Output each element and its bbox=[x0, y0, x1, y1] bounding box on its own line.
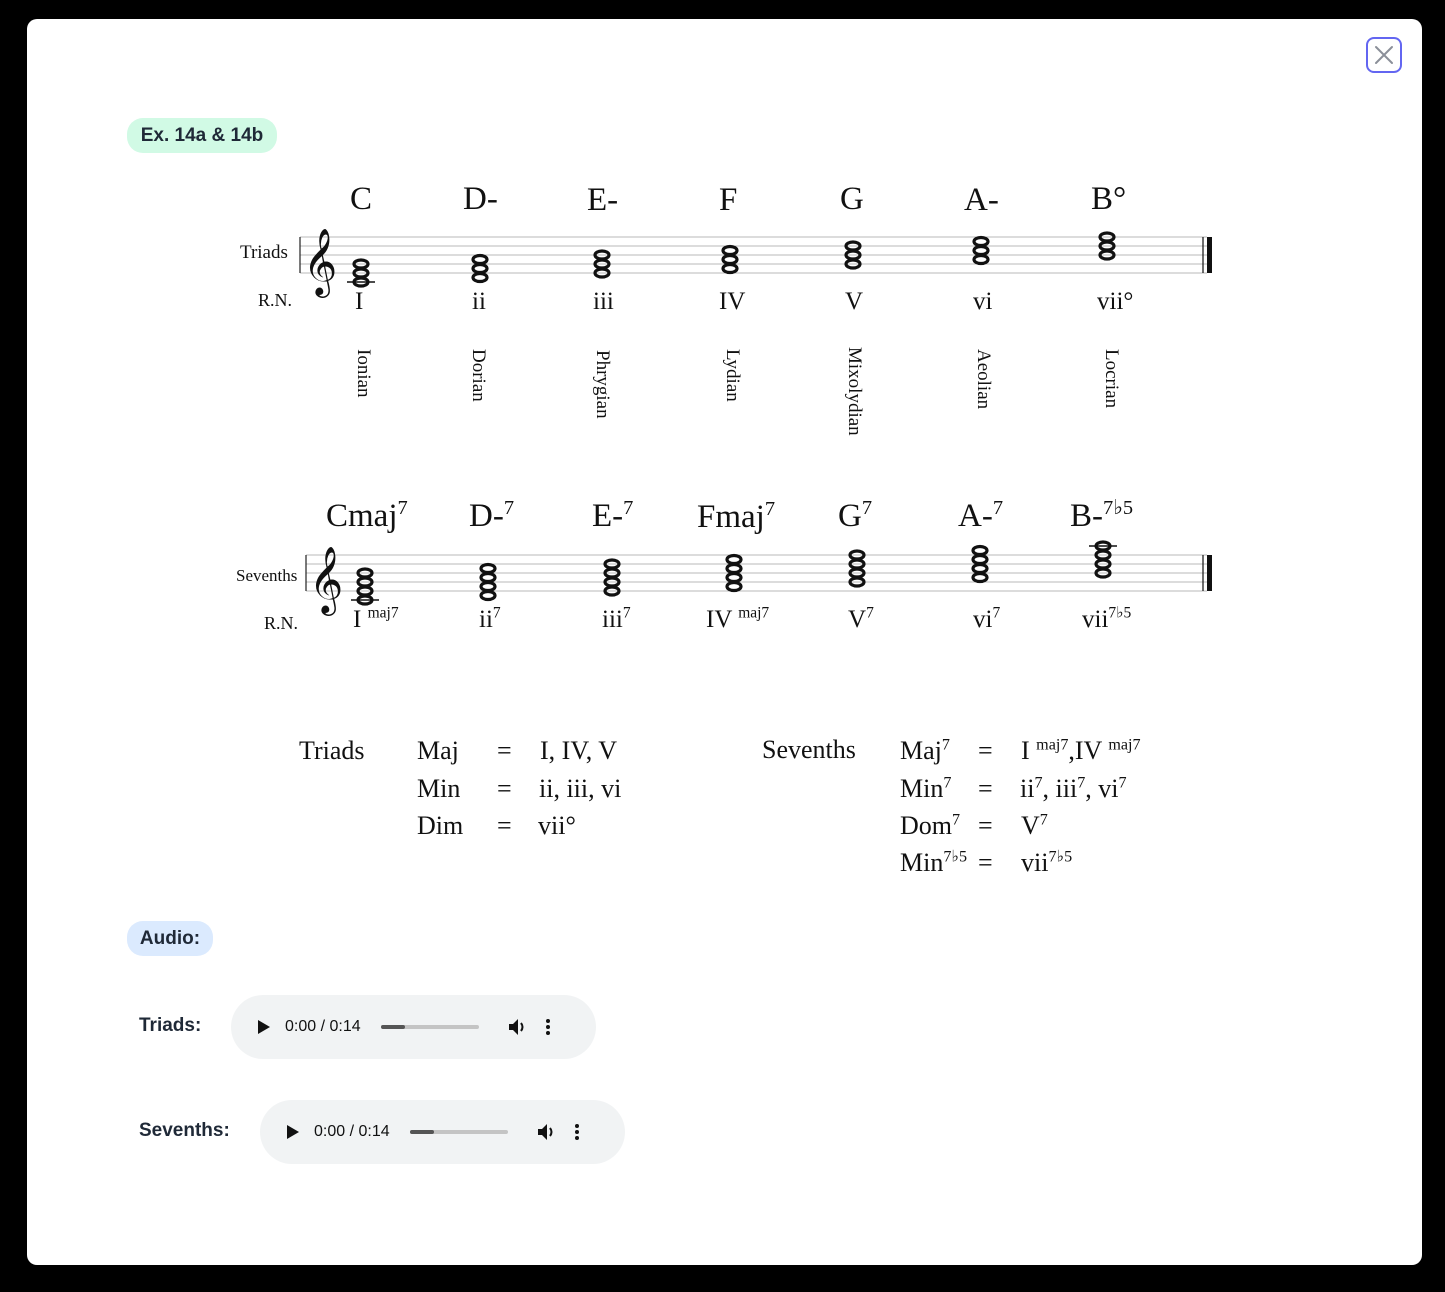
mode-name: Dorian bbox=[468, 349, 489, 402]
sevenths-audio-label: Sevenths: bbox=[139, 1120, 230, 1141]
modal-dialog bbox=[27, 19, 1422, 1265]
chord-symbol: Fmaj$^7$ bbox=[697, 498, 776, 535]
triads-audio-label: Triads: bbox=[139, 1015, 202, 1036]
progress-slider[interactable] bbox=[381, 1025, 479, 1029]
more-options-icon[interactable] bbox=[574, 1123, 580, 1141]
quality-label: Min$^{7♭5}$ bbox=[900, 848, 968, 877]
roman-numeral: $vi^7$ bbox=[973, 604, 1001, 633]
equals-sign: = bbox=[978, 736, 993, 765]
roman-numeral: ii bbox=[472, 288, 486, 315]
progress-fill bbox=[410, 1130, 434, 1134]
mode-name: Locrian bbox=[1101, 349, 1122, 409]
chord-symbol: D- bbox=[463, 181, 498, 217]
equals-sign: = bbox=[497, 811, 512, 840]
time-display: 0:00 / 0:14 bbox=[314, 1123, 390, 1140]
roman-numeral: vi bbox=[973, 288, 993, 315]
quality-label: Maj$^7$ bbox=[900, 736, 950, 765]
mode-name: Ionian bbox=[353, 349, 374, 398]
chord-symbol: $G^7$ bbox=[838, 497, 873, 534]
treble-clef-icon: 𝄞 bbox=[303, 227, 338, 295]
summary-sevenths-title: Sevenths bbox=[762, 735, 856, 764]
chord-symbol: F bbox=[719, 182, 738, 218]
roman-numeral: vii° bbox=[1097, 288, 1134, 315]
chord-list: $ii^7$, iii$^7$, $vi^7$ bbox=[1020, 774, 1127, 803]
treble-clef-icon: 𝄞 bbox=[309, 545, 344, 613]
roman-numeral: vii$^{7♭5}$ bbox=[1082, 604, 1132, 633]
progress-fill bbox=[381, 1025, 405, 1029]
chord-list: ii, iii, vi bbox=[539, 774, 622, 803]
chord-symbol: C bbox=[350, 181, 373, 217]
play-icon[interactable] bbox=[257, 1019, 271, 1035]
triads-audio-player[interactable] bbox=[231, 995, 596, 1059]
quality-label: Dim bbox=[417, 811, 464, 840]
volume-icon[interactable] bbox=[507, 1017, 529, 1037]
chord-symbol: B-$^{7♭5}$ bbox=[1070, 497, 1134, 534]
chord-symbol: G bbox=[840, 181, 864, 217]
quality-label: Min$^7$ bbox=[900, 774, 952, 803]
equals-sign: = bbox=[978, 774, 993, 803]
chord-symbol: B° bbox=[1091, 181, 1127, 217]
example-badge: Ex. 14a & 14b bbox=[127, 118, 277, 153]
chord-symbol: E-$^7$ bbox=[592, 497, 634, 534]
roman-numeral: IV $^{maj7}$ bbox=[706, 604, 770, 633]
quality-label: Maj bbox=[417, 736, 459, 765]
sevenths-audio-player[interactable] bbox=[260, 1100, 625, 1164]
chord-list: I $^{maj7}$,IV $^{maj7}$ bbox=[1021, 736, 1141, 765]
roman-numeral: I $^{maj7}$ bbox=[353, 604, 399, 633]
equals-sign: = bbox=[497, 774, 512, 803]
audio-badge: Audio: bbox=[127, 921, 213, 956]
roman-numeral: IV bbox=[719, 288, 746, 315]
mode-name: Mixolydian bbox=[844, 347, 865, 436]
mode-name: Phrygian bbox=[592, 350, 613, 419]
summary-triads-title: Triads bbox=[299, 736, 365, 765]
chord-symbol: D-$^7$ bbox=[469, 497, 515, 534]
quality-label: Min bbox=[417, 774, 461, 803]
roman-numeral: $V^7$ bbox=[848, 604, 874, 633]
progress-slider[interactable] bbox=[410, 1130, 508, 1134]
volume-icon[interactable] bbox=[536, 1122, 558, 1142]
mode-name: Lydian bbox=[722, 349, 743, 402]
chord-symbol: A-$^7$ bbox=[958, 497, 1004, 534]
quality-label: Dom$^7$ bbox=[900, 811, 961, 840]
roman-numeral: iii$^7$ bbox=[602, 604, 631, 633]
chord-list: vii° bbox=[538, 811, 576, 840]
mode-name: Aeolian bbox=[973, 349, 994, 410]
triads-staff-label: Triads bbox=[240, 242, 288, 263]
chord-list: I, IV, V bbox=[540, 736, 618, 765]
sevenths-staff-label: Sevenths bbox=[236, 566, 298, 585]
roman-numeral: V bbox=[845, 288, 864, 315]
play-icon[interactable] bbox=[286, 1124, 300, 1140]
equals-sign: = bbox=[497, 736, 512, 765]
roman-numeral: $ii^7$ bbox=[479, 604, 501, 633]
chord-symbol: E- bbox=[587, 182, 619, 218]
chord-list: $V^7$ bbox=[1021, 811, 1048, 840]
sevenths-rn-label: R.N. bbox=[264, 613, 299, 633]
equals-sign: = bbox=[978, 811, 993, 840]
roman-numeral: I bbox=[355, 288, 364, 315]
equals-sign: = bbox=[978, 848, 993, 877]
more-options-icon[interactable] bbox=[545, 1018, 551, 1036]
triads-rn-label: R.N. bbox=[258, 290, 293, 310]
chord-symbol: A- bbox=[964, 182, 999, 218]
roman-numeral: iii bbox=[593, 288, 614, 315]
time-display: 0:00 / 0:14 bbox=[285, 1018, 361, 1035]
chord-symbol: Cmaj$^7$ bbox=[326, 497, 408, 534]
chord-list: vii$^{7♭5}$ bbox=[1021, 848, 1073, 877]
